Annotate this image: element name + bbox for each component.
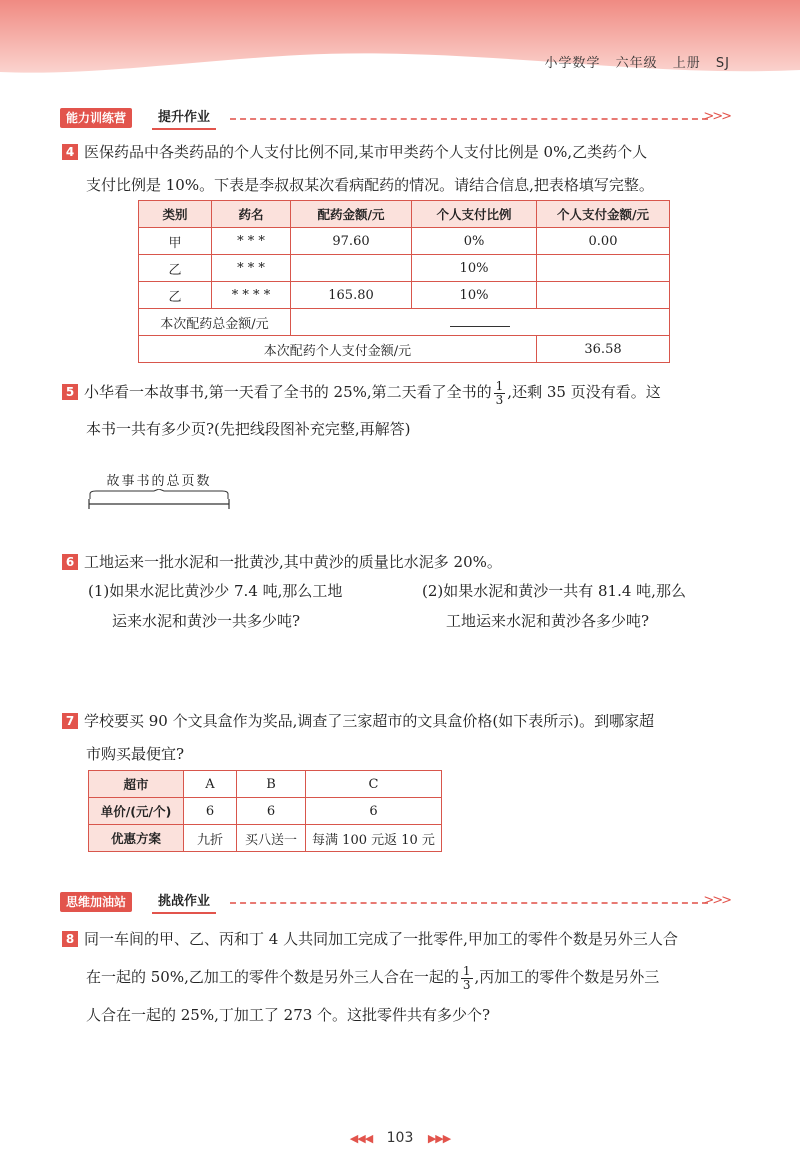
table-cell: * * * — [212, 255, 291, 282]
question-6 — [62, 546, 732, 579]
q8-line3: 人合在一起的 25%,丁加工了 273 个。这批零件共有多少个? — [86, 1006, 491, 1024]
table-cell: 0.00 — [537, 228, 670, 255]
diagram-label: 故事书的总页数 — [106, 474, 212, 489]
question-8 — [62, 920, 732, 1034]
table-row — [139, 309, 670, 336]
table-cell: 乙 — [139, 282, 212, 309]
q4-line2: 支付比例是 10%。下表是李叔叔某次看病配药的情况。请结合信息,把表格填写完整。 — [86, 176, 654, 194]
table-cell: A — [184, 771, 237, 798]
question-7 — [62, 705, 732, 771]
header-volume: 上册 — [672, 56, 701, 71]
section-bar-2 — [60, 892, 730, 914]
answer-cell[interactable] — [537, 282, 670, 309]
q5-line1a: 小华看一本故事书,第一天看了全书的 25%,第二天看了全书的 — [84, 383, 492, 401]
table-cell: 甲 — [139, 228, 212, 255]
brace-and-segment — [88, 489, 230, 509]
answer-cell[interactable] — [537, 255, 670, 282]
personal-label: 本次配药个人支付金额/元 — [139, 336, 537, 363]
blank-line — [450, 314, 510, 327]
table-row — [89, 798, 442, 825]
table-cell: 165.80 — [291, 282, 412, 309]
q6-part2-line1: (2)如果水泥和黄沙一共有 81.4 吨,那么 — [422, 582, 686, 600]
page-footer — [0, 1130, 800, 1146]
table-row — [89, 771, 442, 798]
numerator: 1 — [462, 963, 471, 978]
question-number: 7 — [62, 713, 78, 729]
q5-line2: 本书一共有多少页?(先把线段图补充完整,再解答) — [86, 420, 411, 438]
question-number: 8 — [62, 931, 78, 947]
table-cell: 10% — [412, 255, 537, 282]
denominator: 3 — [495, 392, 504, 407]
section-bar-1 — [60, 108, 730, 130]
q4-line1: 医保药品中各类药品的个人支付比例不同,某市甲类药个人支付比例是 0%,乙类药个人 — [84, 143, 648, 161]
table-row — [139, 336, 670, 363]
denominator: 3 — [462, 977, 471, 992]
total-label: 本次配药总金额/元 — [139, 309, 291, 336]
table-cell: 10% — [412, 282, 537, 309]
table-header: 个人支付比例 — [412, 201, 537, 228]
question-4 — [62, 136, 732, 202]
table-cell: C — [306, 771, 442, 798]
question-5 — [62, 376, 732, 446]
q6-part1-line2: 运来水泥和黄沙一共多少吨? — [112, 612, 301, 630]
section-tag: 思维加油站 — [60, 892, 132, 912]
q7-line1: 学校要买 90 个文具盒作为奖品,调查了三家超市的文具盒价格(如下表所示)。到哪家超 — [84, 712, 655, 730]
header-band — [0, 0, 800, 90]
section-subtitle: 提升作业 — [152, 108, 216, 130]
table-cell: * * * — [212, 228, 291, 255]
q6-part2-line2: 工地运来水泥和黄沙各多少吨? — [446, 612, 650, 630]
fraction — [494, 380, 506, 407]
answer-cell[interactable] — [291, 255, 412, 282]
q8-line2b: ,丙加工的零件个数是另外三 — [474, 968, 660, 986]
row-label: 超市 — [89, 771, 184, 798]
table-cell: 每满 100 元返 10 元 — [306, 825, 442, 852]
table-row — [139, 282, 670, 309]
header-edition: SJ — [715, 56, 730, 71]
table-header: 类别 — [139, 201, 212, 228]
page-number: 103 — [386, 1130, 414, 1146]
table-header: 药名 — [212, 201, 291, 228]
q6-part2 — [422, 576, 742, 636]
section-divider — [230, 118, 708, 120]
table-cell: 买八送一 — [237, 825, 306, 852]
header-info — [534, 52, 730, 71]
table-cell: 九折 — [184, 825, 237, 852]
table-header: 个人支付金额/元 — [537, 201, 670, 228]
section-subtitle: 挑战作业 — [152, 892, 216, 914]
total-answer-cell[interactable] — [291, 309, 670, 336]
question-number: 6 — [62, 554, 78, 570]
table-cell: B — [237, 771, 306, 798]
table-row — [139, 228, 670, 255]
table-cell: 6 — [306, 798, 442, 825]
table-cell: 乙 — [139, 255, 212, 282]
table-row — [89, 825, 442, 852]
q8-line1: 同一车间的甲、乙、丙和丁 4 人共同加工完成了一批零件,甲加工的零件个数是另外三人合 — [84, 930, 678, 948]
segment-diagram[interactable] — [88, 470, 230, 513]
question-number: 5 — [62, 384, 78, 400]
fraction — [461, 965, 473, 992]
q6-line1: 工地运来一批水泥和一批黄沙,其中黄沙的质量比水泥多 20%。 — [84, 553, 502, 571]
question-number: 4 — [62, 144, 78, 160]
section-divider — [230, 902, 708, 904]
numerator: 1 — [495, 378, 504, 393]
section-tag: 能力训练营 — [60, 108, 132, 128]
prev-arrows-icon: ◀◀◀ — [349, 1132, 373, 1145]
row-label: 单价/(元/个) — [89, 798, 184, 825]
q6-part1-line1: (1)如果水泥比黄沙少 7.4 吨,那么工地 — [88, 582, 343, 600]
table-header: 配药金额/元 — [291, 201, 412, 228]
next-arrows-icon: ▶▶▶ — [427, 1132, 451, 1145]
row-label: 优惠方案 — [89, 825, 184, 852]
q5-line1b: ,还剩 35 页没有看。这 — [507, 383, 661, 401]
chevron-right-icon: >>> — [703, 893, 730, 908]
q6-part1 — [88, 576, 408, 636]
table-cell: 97.60 — [291, 228, 412, 255]
table-cell: 6 — [184, 798, 237, 825]
table-cell: 0% — [412, 228, 537, 255]
table-cell: * * * * — [212, 282, 291, 309]
q4-table — [138, 200, 670, 363]
personal-value: 36.58 — [537, 336, 670, 363]
q7-table — [88, 770, 442, 852]
table-cell: 6 — [237, 798, 306, 825]
header-subject: 小学数学 — [544, 56, 601, 71]
header-grade: 六年级 — [615, 56, 658, 71]
q8-line2a: 在一起的 50%,乙加工的零件个数是另外三人合在一起的 — [86, 968, 459, 986]
q7-line2: 市购买最便宜? — [86, 745, 185, 763]
table-row — [139, 255, 670, 282]
chevron-right-icon: >>> — [703, 109, 730, 124]
